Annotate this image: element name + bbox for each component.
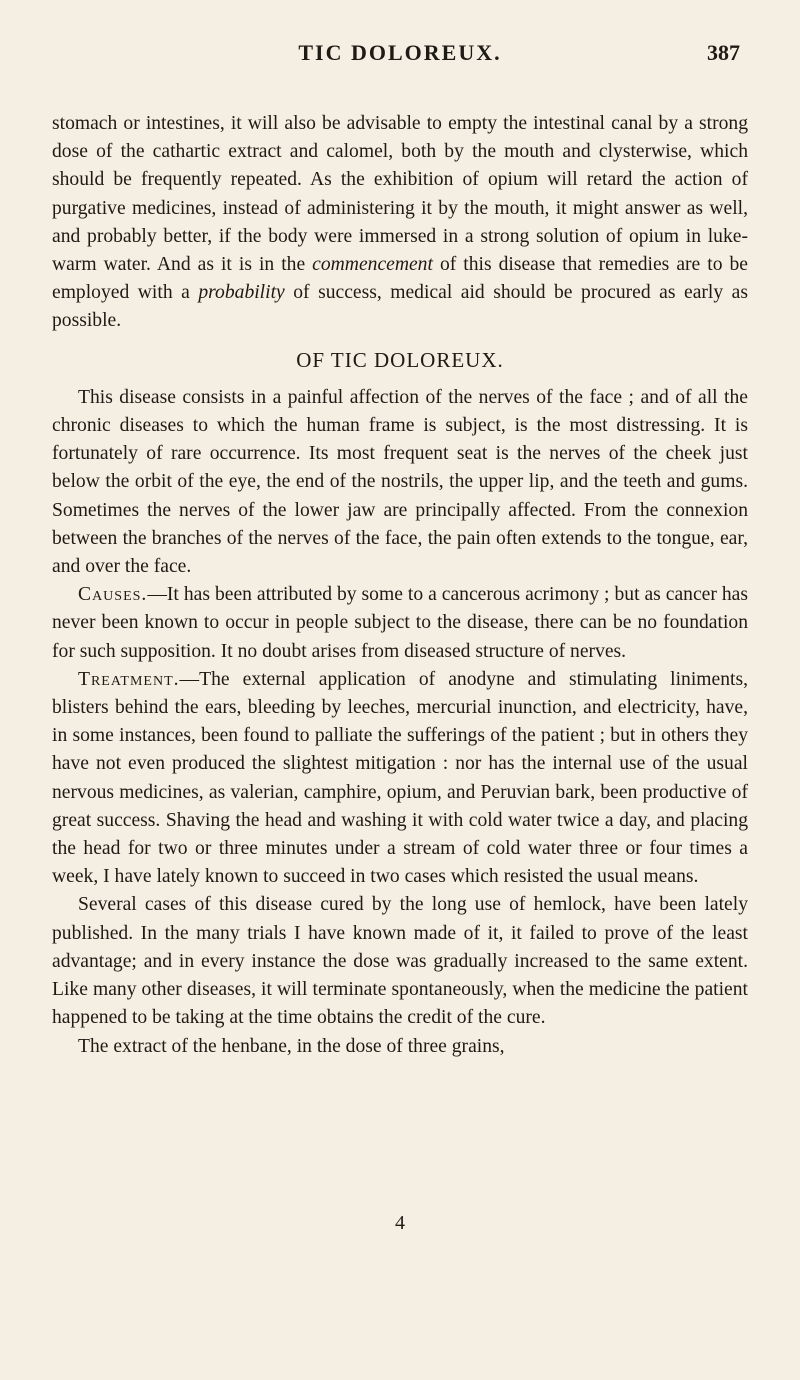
paragraph-text: —The external application of anodyne and stimulating liniments, blisters behind the ears, bleeding by leeches, mercurial inunction, and electricity, have, in some instances, been found to palliate the sufferings of the patient ; but in others they have not even produced the slightest mitigation : nor has the internal use of the usual nervous medicines, as valerian, camphire, opium, and Peruvian bark, been productive of great success. Shaving the head and washing it with cold water twice a day, and placing the head for two or three minutes under a stream of cold water three or four times a week, I have lately known to succeed in two cases which resisted the usual means. [52, 668, 748, 888]
paragraph-text: This disease consists in a painful affection of the nerves of the face ; and of all the chronic diseases to which the human frame is subject, is the most distressing. It is fortunately of rare occurrence. Its most frequent seat is the nerves of the cheek just below the orbit of the eye, the end of the nostrils, the upper lip, and the teeth and gums. Sometimes the nerves of the lower jaw are principally affected. From the connexion between the branches of the nerves of the face, the pain often extends to the tongue, ear, and over the face. [52, 386, 748, 578]
page-body [52, 110, 748, 1061]
page-header [60, 40, 740, 76]
paragraph-text: of this disease that remedies are to be employed with a [52, 254, 748, 304]
paragraph-text: —It has been attributed by some to a cancerous acrimony ; but as cancer has never been known to occur in people subject to the disease, there can be no foundation for such supposition. It no doubt arises from diseased structure of nerves. [52, 584, 748, 662]
paragraph-text: stomach or intestines, it will also be advisable to empty the intestinal canal by a strong dose of the cathartic extract and calomel, both by the mouth and clysterwise, which should be frequently repeated. As the exhibition of opium will retard the action of purgative medicines, instead of administering it by the mouth, it might answer as well, and probably better, if the body were immersed in a strong solution of opium in luke-warm water. And as it is in the [52, 113, 748, 276]
paragraph-treatment [52, 666, 748, 892]
paragraph-text: of success, medical aid should be procured as early as possible. [52, 282, 748, 332]
signature-mark: 4 [395, 1212, 405, 1234]
run-in-heading: Treatment. [78, 668, 180, 690]
paragraph-causes [52, 581, 748, 666]
italic-term: commencement [312, 254, 433, 276]
paragraph-description [52, 384, 748, 581]
paragraph-henbane [52, 1033, 748, 1061]
section-heading: OF TIC DOLOREUX. [296, 347, 504, 372]
paragraph-hemlock [52, 891, 748, 1032]
run-in-heading: Causes. [78, 584, 148, 606]
page-number: 387 [707, 40, 740, 65]
paragraph-continuation [52, 110, 748, 336]
italic-term: probability [198, 282, 285, 304]
paragraph-text: Several cases of this disease cured by the long use of hemlock, have been lately published. In the many trials I have known made of it, it failed to prove of the least advantage; and in every instance the dose was gradually increased to the same extent. Like many other diseases, it will terminate spontaneously, when the medicine the patient happened to be taking at the time obtains the credit of the cure. [52, 894, 748, 1029]
paragraph-text: The extract of the henbane, in the dose of three grains, [78, 1035, 505, 1057]
running-title: TIC DOLOREUX. [298, 40, 502, 65]
